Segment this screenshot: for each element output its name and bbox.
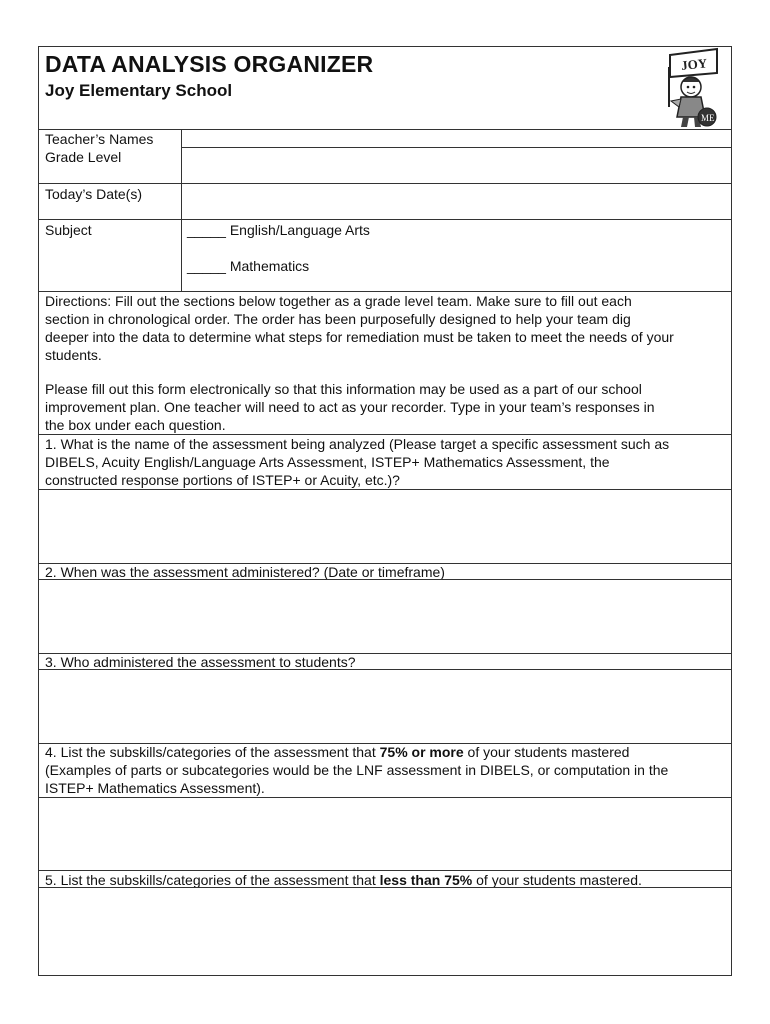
question-1-line: constructed response portions of ISTEP+ or Acuity, etc.)? <box>45 472 400 488</box>
question-1 <box>45 435 729 489</box>
instructions-line: the box under each question. <box>45 417 226 433</box>
answer-3-box[interactable] <box>39 670 731 742</box>
answer-5-box[interactable] <box>39 888 731 975</box>
todays-date-label: Today’s Date(s) <box>45 186 143 202</box>
question-3: 3. Who administered the assessment to students? <box>45 654 356 670</box>
date-row-divider <box>39 219 731 220</box>
question-4-line: (Examples of parts or subcategories would be the LNF assessment in DIBELS, or computation in the <box>45 762 669 778</box>
directions-paragraph <box>45 292 729 434</box>
answer-4-box[interactable] <box>39 798 731 870</box>
subject-option-ela[interactable]: _____ English/Language Arts <box>187 222 370 238</box>
todays-date-field[interactable] <box>182 184 730 219</box>
question-1-line: 1. What is the name of the assessment being analyzed (Please target a specific assessment such as <box>45 436 670 452</box>
question-5-emphasis: less than 75% <box>379 872 473 888</box>
school-mascot-logo <box>661 47 721 129</box>
grade-level-field[interactable] <box>182 148 730 183</box>
form-header <box>39 47 731 130</box>
directions-line: deeper into the data to determine what steps for remediation must be taken to meet the needs of your <box>45 329 674 345</box>
logo-badge-text: ME <box>701 113 715 123</box>
data-analysis-form <box>38 46 732 976</box>
teachers-names-field[interactable] <box>182 130 730 147</box>
subject-label: Subject <box>45 222 92 238</box>
question-5-line: 5. List the subskills/categories of the assessment that less than 75% of your students mastered. <box>45 872 642 888</box>
question-1-line: DIBELS, Acuity English/Language Arts Assessment, ISTEP+ Mathematics Assessment, the <box>45 454 610 470</box>
teachers-names-label: Teacher’s Names <box>45 131 154 147</box>
question-2: 2. When was the assessment administered? (Date or timeframe) <box>45 564 445 580</box>
question-4-line: ISTEP+ Mathematics Assessment). <box>45 780 265 796</box>
question-4 <box>45 743 729 797</box>
instructions-line: improvement plan. One teacher will need to act as your recorder. Type in your team’s responses in <box>45 399 655 415</box>
answer-2-box[interactable] <box>39 580 731 652</box>
subject-option-math[interactable]: _____ Mathematics <box>187 258 310 274</box>
instructions-line: Please fill out this form electronically so that this information may be used as a part of our school <box>45 381 642 397</box>
form-title: DATA ANALYSIS ORGANIZER <box>45 51 374 77</box>
question-4-emphasis: 75% or more <box>379 744 464 760</box>
question-4-line: 4. List the subskills/categories of the assessment that 75% or more of your students mastered <box>45 744 630 760</box>
logo-flag-text: JOY <box>680 55 708 73</box>
directions-line: Directions: Fill out the sections below together as a grade level team. Make sure to fill out each <box>45 293 632 309</box>
grade-level-label: Grade Level <box>45 149 122 165</box>
school-name: Joy Elementary School <box>45 81 233 100</box>
answer-1-box[interactable] <box>39 490 731 562</box>
directions-line: section in chronological order. The order has been purposefully designed to help your team dig <box>45 311 631 327</box>
directions-line: students. <box>45 347 102 363</box>
